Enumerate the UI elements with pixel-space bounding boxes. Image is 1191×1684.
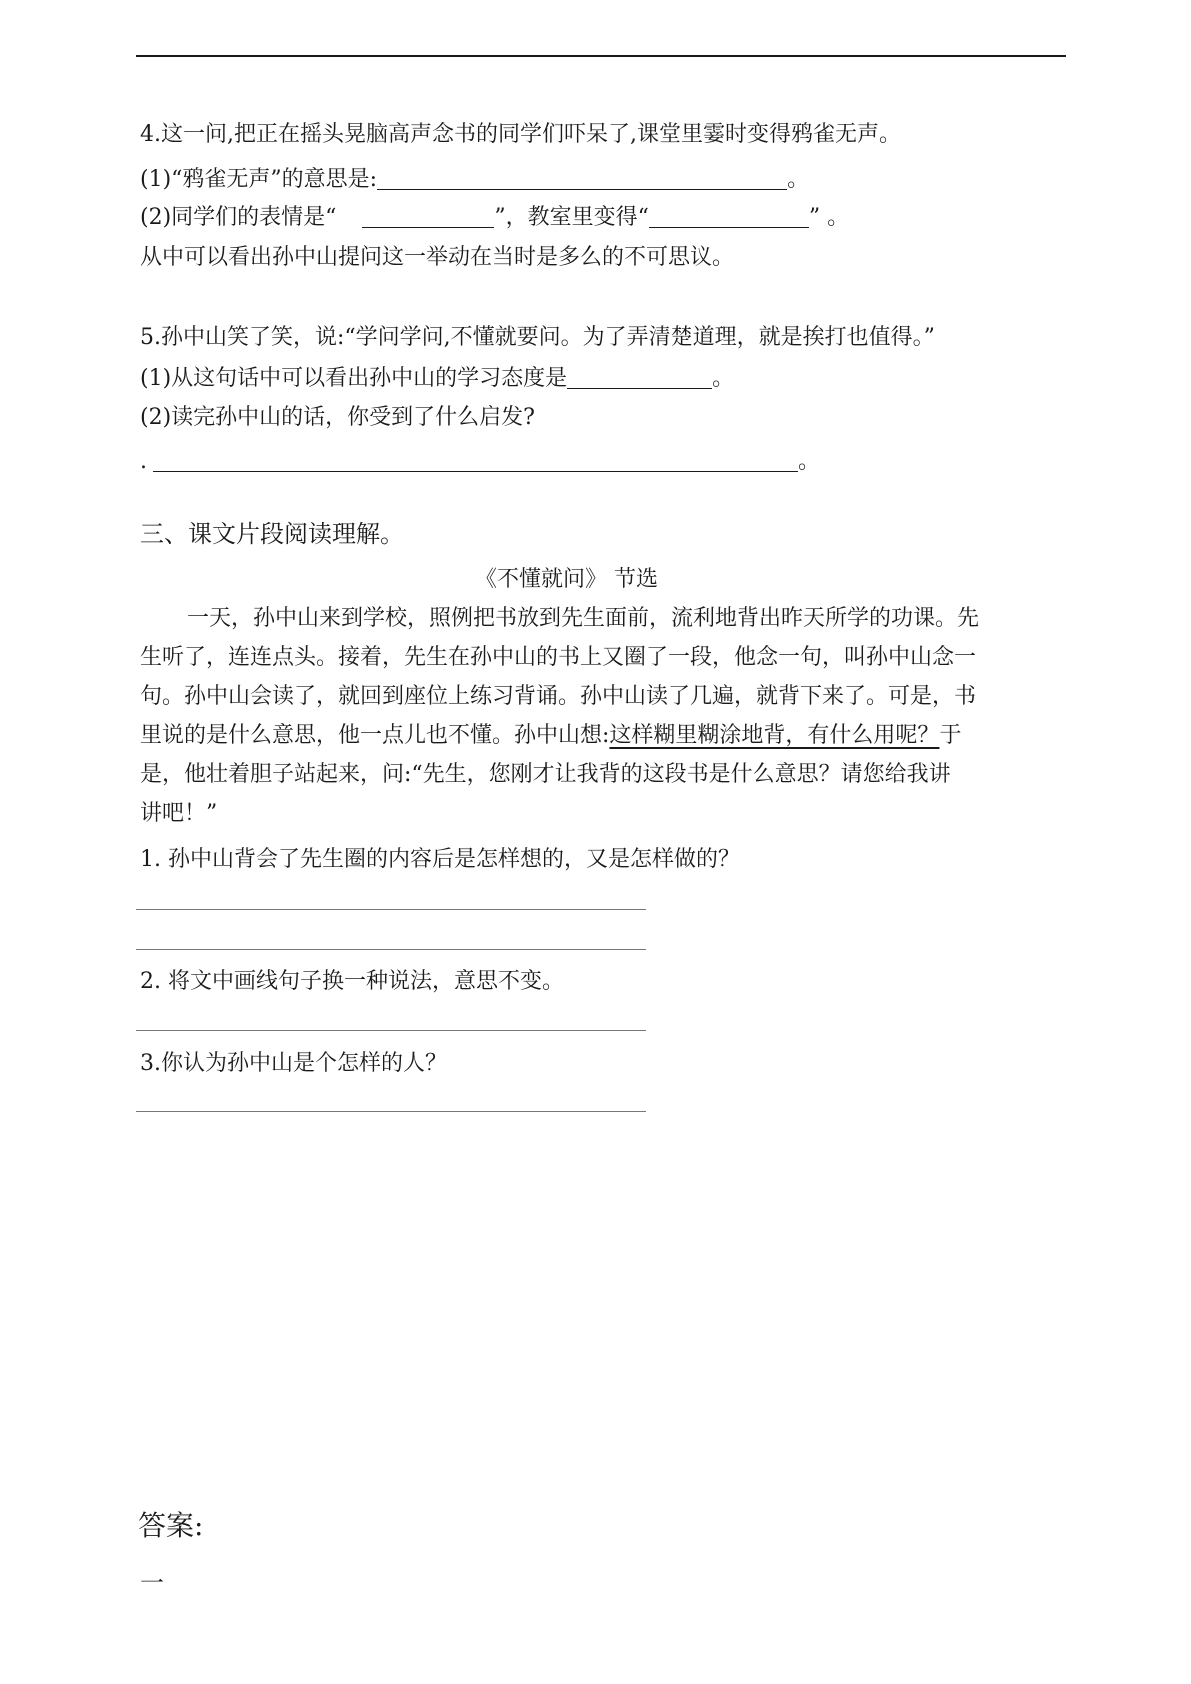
q4-sub1	[140, 165, 809, 195]
underlined-sentence: 这样糊里糊涂地背，有什么用呢？	[609, 723, 940, 748]
q1-answer-line-2[interactable]	[136, 949, 646, 950]
q5-dot: .	[140, 449, 147, 474]
passage-line-4-b: 于	[939, 723, 962, 748]
passage-line-1: 一天，孙中山来到学校，照例把书放到先生面前，流利地背出昨天所学的功课。先	[187, 606, 980, 631]
q4-sub1-label: (1)“鸦雀无声”的意思是:	[140, 167, 378, 192]
passage-line-5: 是，他壮着胆子站起来，问:“先生，您刚才让我背的这段书是什么意思？请您给我讲	[140, 762, 951, 787]
passage-line-4	[140, 721, 961, 751]
q5-stem: 5.孙中山笑了笑，说:“学问学问,不懂就要问。为了弄清楚道理，就是挨打也值得。”	[140, 325, 935, 350]
q4-sub2-blank-1[interactable]	[362, 203, 494, 228]
q4-sub2-blank-2[interactable]	[649, 203, 809, 228]
q4-stem: 4.这一问,把正在摇头晃脑高声念书的同学们吓呆了,课堂里霎时变得鸦雀无声。	[140, 122, 901, 147]
q5-answer-end: 。	[798, 449, 821, 474]
answers-first: 一	[140, 1569, 164, 1597]
passage-line-4-a: 里说的是什么意思，他一点儿也不懂。孙中山想:	[140, 723, 610, 748]
q5-sub1-blank[interactable]	[567, 364, 712, 389]
q2-answer-line[interactable]	[136, 1030, 646, 1031]
passage-line-6: 讲吧！”	[140, 801, 218, 826]
passage-line-3: 句。孙中山会读了，就回到座位上练习背诵。孙中山读了几遍，就背下来了。可是，书	[140, 684, 977, 709]
section3-question-3: 3.你认为孙中山是个怎样的人？	[140, 1051, 447, 1076]
header-rule	[136, 55, 1066, 57]
q4-sub1-end: 。	[787, 167, 810, 192]
section3-question-1: 1. 孙中山背会了先生圈的内容后是怎样想的，又是怎样做的？	[140, 847, 740, 872]
passage-title: 《不懂就问》 节选	[475, 567, 658, 592]
q4-sub2-text-b: ”，教室里变得“	[494, 205, 649, 230]
q3-answer-line[interactable]	[136, 1111, 646, 1112]
q4-conclusion: 从中可以看出孙中山提问这一举动在当时是多么的不可思议。	[140, 245, 735, 270]
q5-answer-blank[interactable]	[153, 447, 798, 472]
q4-sub2	[140, 203, 849, 233]
q5-sub2: (2)读完孙中山的话，你受到了什么启发?	[140, 405, 535, 430]
section3-question-2: 2. 将文中画线句子换一种说法，意思不变。	[140, 969, 564, 994]
q5-sub1-end: 。	[712, 366, 735, 391]
q4-sub1-blank[interactable]	[377, 165, 787, 190]
q5-sub1	[140, 364, 734, 394]
passage-line-2: 生听了，连连点头。接着，先生在孙中山的书上又圈了一段，他念一句，叫孙中山念一	[140, 645, 977, 670]
q4-sub2-text-c: ” 。	[808, 205, 850, 230]
q5-answer-line	[140, 447, 820, 477]
answers-heading: 答案:	[138, 1509, 204, 1542]
section3-heading: 三、课文片段阅读理解。	[140, 520, 404, 548]
q4-sub2-text-a: (2)同学们的表情是“	[140, 205, 337, 230]
q1-answer-line-1[interactable]	[136, 909, 646, 910]
q5-sub1-label: (1)从这句话中可以看出孙中山的学习态度是	[140, 366, 568, 391]
